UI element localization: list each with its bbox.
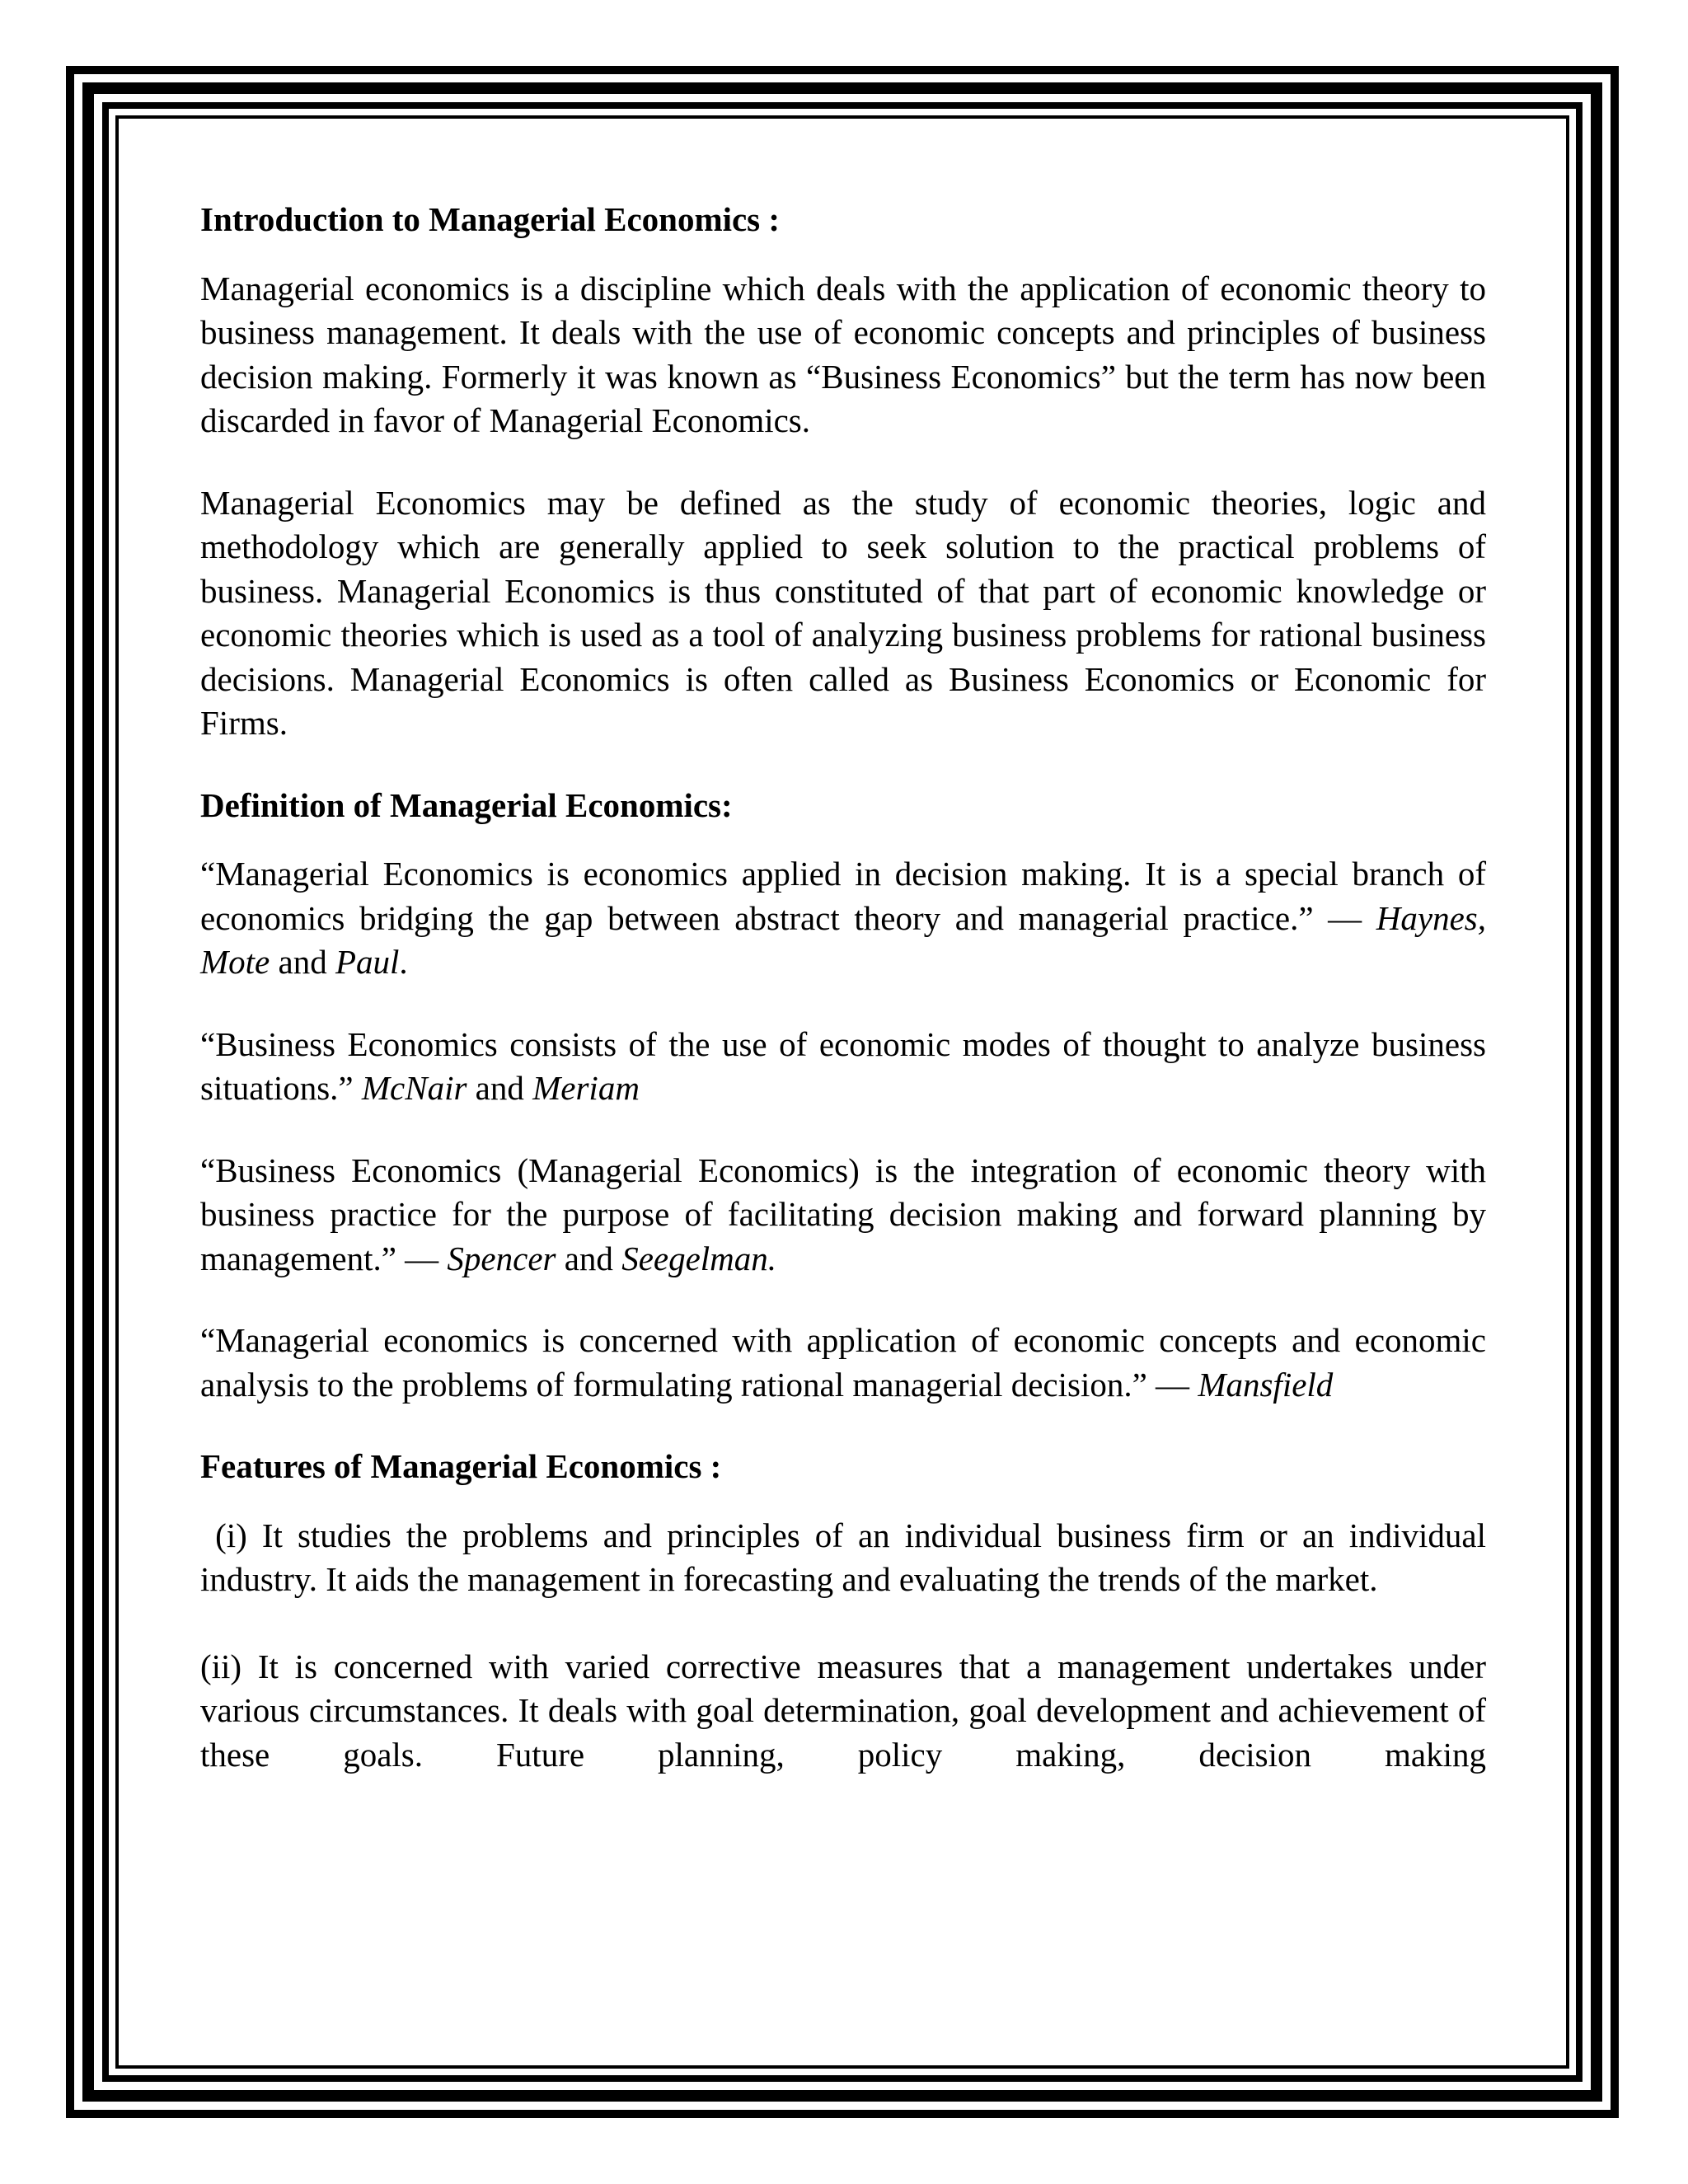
definition-2-author-1: McNair: [361, 1069, 467, 1107]
document-body: [200, 198, 1495, 1777]
definition-1-quote: “Managerial Economics is economics applied in decision making. It is a special branch of economics bridging the gap between abstract theory and managerial practice.” —: [200, 855, 1486, 937]
intro-paragraph-2: Managerial Economics may be defined as the study of economic theories, logic and methodology which are generally applied to seek solution to the practical problems of business. Managerial Economics is thus constituted of that part of economic knowledge or economic theories which is used as a tool of analyzing business problems for rational business decisions. Managerial Economics is often called as Business Economics or Economic for Firms.: [200, 483, 1486, 742]
feature-1: (i) It studies the problems and principles of an individual business firm or an individual industry. It aids the management in forecasting and evaluating the trends of the market.: [200, 1516, 1495, 1598]
definition-1-author-1: Haynes, Mote: [200, 898, 1486, 981]
definition-3-author-2: Seegelman.: [621, 1239, 777, 1277]
definition-2-author-2: Meriam: [532, 1069, 640, 1107]
definition-1-author-2: Paul: [335, 943, 400, 981]
definition-2: [200, 1023, 1486, 1111]
definition-4: [200, 1319, 1486, 1407]
heading-definition: Definition of Managerial Economics:: [200, 785, 733, 824]
intro-paragraph-1: Managerial economics is a discipline which deals with the application of economic theory to business management. It deals with the use of economic concepts and principles of business decision making. Formerly it was known as “Business Economics” but the term has now been discarded in favor of Managerial Economics.: [200, 269, 1486, 439]
definition-4-author-1: Mansfield: [1198, 1365, 1334, 1404]
definition-3-quote: “Business Economics (Managerial Economics) is the integration of economic theory with business practice for the purpose of facilitating decision making and forward planning by management.” —: [200, 1151, 1486, 1277]
heading-introduction: Introduction to Managerial Economics :: [200, 200, 781, 238]
definition-2-quote: “Business Economics consists of the use of economic modes of thought to analyze business situations.”: [200, 1024, 1486, 1107]
definition-1-end: .: [399, 943, 408, 981]
feature-2: (ii) It is concerned with varied corrective measures that a management undertakes under various circumstances. It deals with goal determination, goal development and achievement of these goals. Future planning, policy making, decision making: [200, 1647, 1486, 1774]
definition-1-conj: and: [270, 943, 335, 981]
definition-3-author-1: Spencer: [447, 1239, 556, 1277]
definition-3: [200, 1149, 1486, 1282]
definition-4-quote: “Managerial economics is concerned with application of economic concepts and economic analysis to the problems of formulating rational managerial decision.” —: [200, 1321, 1486, 1404]
definition-1: [200, 852, 1486, 985]
heading-features: Features of Managerial Economics :: [200, 1447, 722, 1485]
definition-2-conj: and: [467, 1069, 533, 1107]
definition-3-conj: and: [556, 1239, 622, 1277]
